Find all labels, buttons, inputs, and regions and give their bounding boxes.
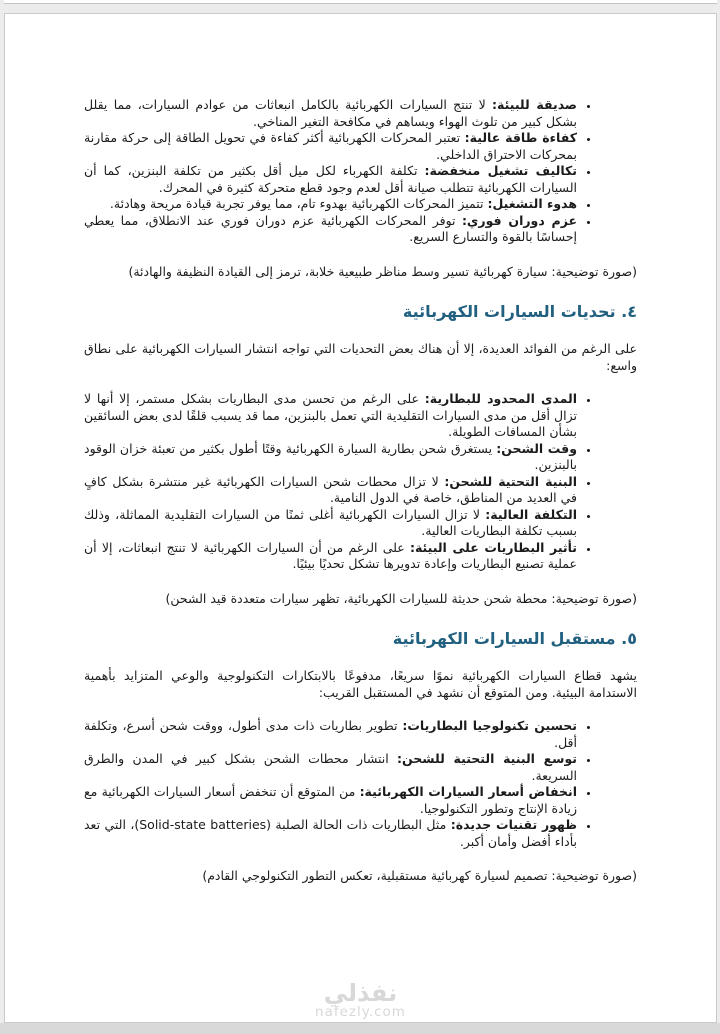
list-item-term: هدوء التشغيل: xyxy=(487,196,577,211)
list-item-description: لا تزال محطات شحن السيارات الكهربائية غير منتشرة بشكل كافٍ في العديد من المناطق، خاصة في الدول النامية. xyxy=(84,473,577,505)
list-item xyxy=(84,130,577,163)
challenges-intro-paragraph: على الرغم من الفوائد العديدة، إلا أن هناك بعض التحديات التي تواجه انتشار السيارات الكهربائية على نطاق واسع: xyxy=(84,341,637,373)
section-heading-challenges: ٤. تحديات السيارات الكهربائية xyxy=(402,302,637,321)
list-item xyxy=(84,751,577,784)
list-item-description: على الرغم من تحسن مدى البطاريات بشكل مستمر، إلا أنها لا تزال أقل من مدى السيارات التقليدية التي تعمل بالبنزين، مما قد يسبب قلقًا لدى بعض السائقين بشأن المسافات الطويلة. xyxy=(84,391,577,439)
list-item-term: وقت الشحن: xyxy=(496,440,577,456)
list-item-description: تكلفة الكهرباء لكل ميل أقل بكثير من تكلفة البنزين، كما أن السيارات الكهربائية تتطلب صيانة أقل لعدم وجود قطع متحركة كثيرة في المحرك. xyxy=(84,163,577,195)
list-item xyxy=(84,213,577,246)
list-item xyxy=(84,817,577,850)
list-item xyxy=(84,540,577,573)
list-item-term: عزم دوران فوري: xyxy=(461,212,578,228)
list-item-description: يستغرق شحن بطارية السيارة الكهربائية وقتًا أطول بكثير من تعبئة خزان الوقود بالبنزين. xyxy=(84,440,577,472)
list-item-term: انخفاض أسعار السيارات الكهربائية: xyxy=(359,784,577,799)
list-item-term: التكلفة العالية: xyxy=(485,506,577,522)
list-item xyxy=(84,507,577,540)
list-item-term: ظهور تقنيات جديدة: xyxy=(450,817,577,832)
list-item xyxy=(84,784,577,817)
list-item xyxy=(84,196,577,213)
advantages-list xyxy=(84,97,637,246)
watermark xyxy=(5,981,716,1020)
list-item xyxy=(84,441,577,474)
list-item-term: كفاءة طاقة عالية: xyxy=(464,130,578,145)
list-item-description: تتميز المحركات الكهربائية بهدوء تام، مما يوفر تجربة قيادة مريحة وهادئة. xyxy=(109,196,488,211)
section-heading-future: ٥. مستقبل السيارات الكهربائية xyxy=(392,629,637,648)
list-item xyxy=(84,474,577,507)
list-item-term: تأثير البطاريات على البيئة: xyxy=(409,539,578,555)
future-intro-paragraph: يشهد قطاع السيارات الكهربائية نموًا سريعًا، مدفوعًا بالابتكارات التكنولوجية والوعي المتزايد بأهمية الاستدامة البيئية. ومن المتوقع أن نشهد في المستقبل القريب: xyxy=(84,668,637,700)
list-item-description: مثل البطاريات ذات الحالة الصلبة (Solid-state batteries)، التي تعد بأداء أفضل وأمان أكبر. xyxy=(84,817,577,849)
image-caption-clean-driving: (صورة توضيحية: سيارة كهربائية تسير وسط مناظر طبيعية خلابة، ترمز إلى القيادة النظيفة والهادئة) xyxy=(128,263,637,279)
previous-page-bottom-edge xyxy=(4,0,717,4)
list-item-term: المدى المحدود للبطارية: xyxy=(424,391,578,406)
list-item-term: البنية التحتية للشحن: xyxy=(444,473,577,489)
list-item-term: تحسين تكنولوجيا البطاريات: xyxy=(402,718,578,733)
viewer-bottom-strip xyxy=(0,1023,720,1034)
list-item xyxy=(84,163,577,196)
list-item-description: توفر المحركات الكهربائية عزم دوران فوري عند الانطلاق، مما يعطي إحساسًا بالقوة والتسارع السريع. xyxy=(84,212,577,244)
list-item xyxy=(84,97,577,130)
list-item-description: تعتبر المحركات الكهربائية أكثر كفاءة في تحويل الطاقة إلى حركة مقارنة بمحركات الاحتراق الداخلي. xyxy=(84,130,577,162)
list-item-term: توسع البنية التحتية للشحن: xyxy=(397,751,577,766)
list-item-description: لا تنتج السيارات الكهربائية بالكامل انبعاثات من عوادم السيارات، مما يقلل بشكل كبير من تلوث الهواء ويساهم في مكافحة التغير المناخي. xyxy=(84,97,577,129)
challenges-list xyxy=(84,391,637,573)
document-page xyxy=(4,13,717,1023)
watermark-url: nafezly.com xyxy=(315,1004,406,1020)
list-item-term: صديقة للبيئة: xyxy=(492,97,577,112)
document-content xyxy=(5,14,716,885)
list-item-description: انتشار محطات الشحن بشكل كبير في المدن والطرق السريعة. xyxy=(84,751,577,783)
list-item-term: تكاليف تشغيل منخفضة: xyxy=(424,163,578,178)
image-caption-futuristic-car: (صورة توضيحية: تصميم لسيارة كهربائية مستقبلية، تعكس التطور التكنولوجي القادم) xyxy=(202,868,637,883)
list-item-description: لا تزال السيارات الكهربائية أغلى ثمنًا من السيارات التقليدية المماثلة، وذلك بسبب تكلفة البطاريات العالية. xyxy=(84,506,577,538)
list-item xyxy=(84,718,577,751)
list-item xyxy=(84,391,577,441)
list-item-description: على الرغم من أن السيارات الكهربائية لا تنتج انبعاثات، إلا أن عملية تصنيع البطاريات وإعادة تدويرها تشكل تحديًا بيئيًا. xyxy=(84,539,577,571)
list-item-description: من المتوقع أن تنخفض أسعار السيارات الكهربائية مع زيادة الإنتاج وتطور التكنولوجيا. xyxy=(84,784,577,816)
image-caption-charging-station: (صورة توضيحية: محطة شحن حديثة للسيارات الكهربائية، تظهر سيارات متعددة قيد الشحن) xyxy=(165,590,637,606)
future-list xyxy=(84,718,637,850)
watermark-logo: نفذلي xyxy=(323,979,398,1007)
list-item-description: تطوير بطاريات ذات مدى أطول، ووقت شحن أسرع، وتكلفة أقل. xyxy=(84,718,577,750)
